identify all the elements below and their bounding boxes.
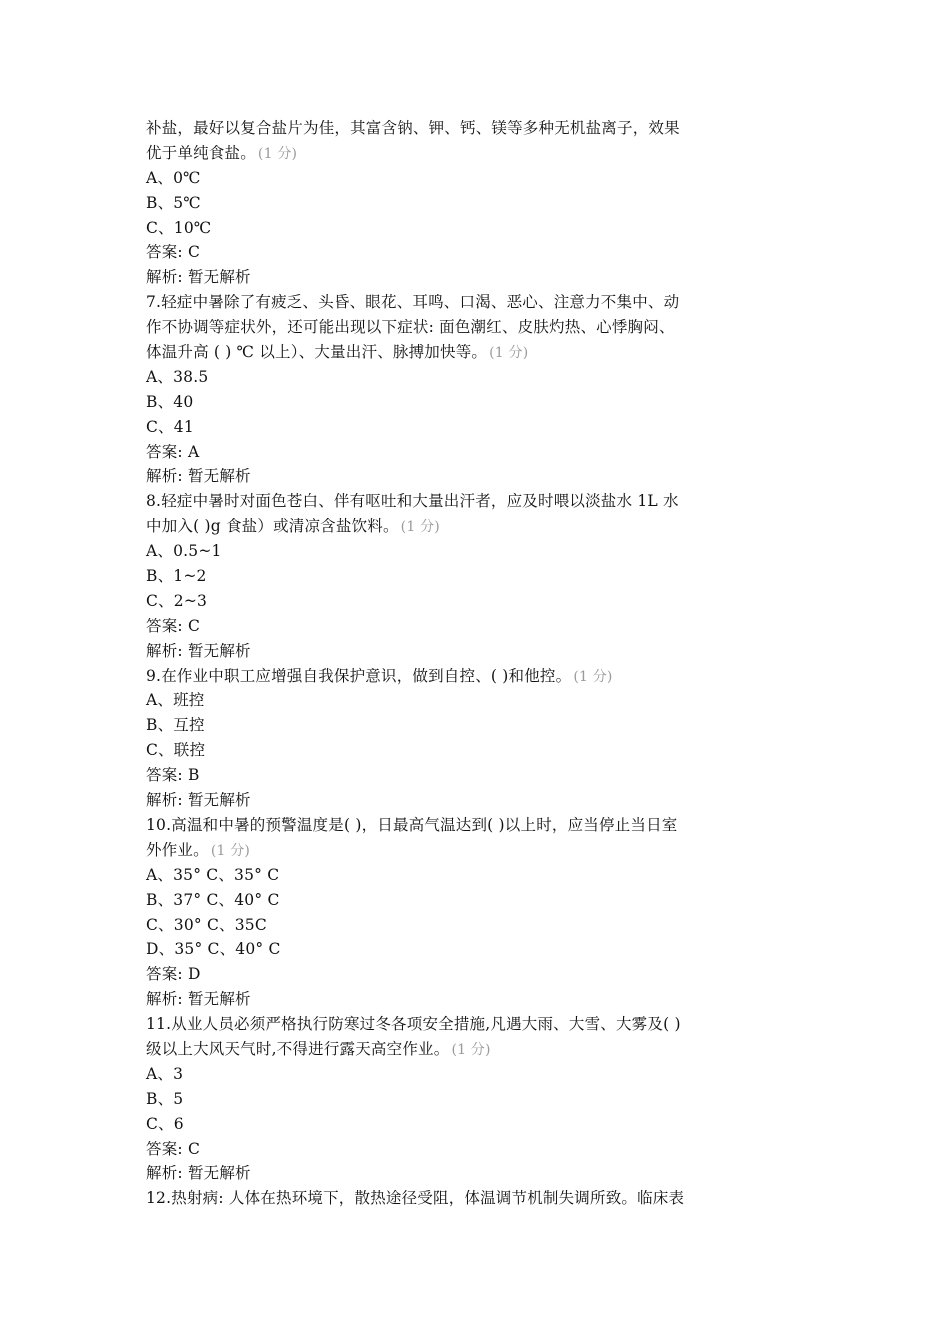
line-text: 答案: C xyxy=(146,243,201,262)
text-line xyxy=(146,166,810,191)
line-text: D、35° C、40° C xyxy=(146,940,281,959)
line-text: A、班控 xyxy=(146,691,205,710)
score-label: (1 分) xyxy=(210,842,251,859)
text-line xyxy=(146,813,810,838)
line-text: B、5 xyxy=(146,1089,184,1108)
text-line xyxy=(146,489,810,514)
line-text: C、10℃ xyxy=(146,218,212,237)
text-line xyxy=(146,788,810,813)
text-line xyxy=(146,1161,810,1186)
line-text: B、40 xyxy=(146,392,194,411)
text-line xyxy=(146,738,810,763)
line-text: 10.高温和中暑的预警温度是( )，日最高气温达到( )以上时，应当停止当日室 xyxy=(146,815,678,834)
text-line xyxy=(146,116,810,141)
text-line xyxy=(146,589,810,614)
text-line xyxy=(146,937,810,962)
text-line xyxy=(146,315,810,340)
line-text: 9.在作业中职工应增强自我保护意识，做到自控、( )和他控。 xyxy=(146,666,572,685)
text-line xyxy=(146,240,810,265)
line-text: A、0℃ xyxy=(146,168,201,187)
line-text: 8.轻症中暑时对面色苍白、伴有呕吐和大量出汗者，应及时喂以淡盐水 1L 水 xyxy=(146,492,679,511)
text-line xyxy=(146,614,810,639)
line-text: 答案: C xyxy=(146,1139,201,1158)
line-text: C、41 xyxy=(146,417,194,436)
line-text: A、35° C、35° C xyxy=(146,865,280,884)
line-text: 作不协调等症状外，还可能出现以下症状: 面色潮红、皮肤灼热、心悸胸闷、 xyxy=(146,318,675,337)
text-line xyxy=(146,1137,810,1162)
text-line xyxy=(146,1186,810,1211)
text-line xyxy=(146,987,810,1012)
line-text: B、37° C、40° C xyxy=(146,890,280,909)
line-text: 解析: 暂无解析 xyxy=(146,1164,251,1183)
line-text: 优于单纯食盐。 xyxy=(146,143,256,162)
text-line xyxy=(146,390,810,415)
text-line xyxy=(146,290,810,315)
text-line xyxy=(146,763,810,788)
line-text: 补盐，最好以复合盐片为佳，其富含钠、钾、钙、镁等多种无机盐离子，效果 xyxy=(146,119,680,137)
line-text: 答案: B xyxy=(146,766,200,785)
text-line xyxy=(146,863,810,888)
line-text: 答案: D xyxy=(146,965,201,984)
score-label: (1 分) xyxy=(573,668,613,685)
text-line xyxy=(146,913,810,938)
text-line xyxy=(146,564,810,589)
text-line xyxy=(146,1012,810,1037)
line-text: B、5℃ xyxy=(146,193,201,212)
text-line xyxy=(146,340,810,365)
line-text: A、38.5 xyxy=(146,367,209,386)
text-line xyxy=(146,713,810,738)
score-label: (1 分) xyxy=(489,345,529,362)
line-text: 12.热射病: 人体在热环境下，散热途径受阻，体温调节机制失调所致。临床表 xyxy=(146,1189,685,1208)
line-text: 7.轻症中暑除了有疲乏、头昏、眼花、耳鸣、口渴、恶心、注意力不集中、动 xyxy=(146,293,680,312)
line-text: 11.从业人员必须严格执行防寒过冬各项安全措施,凡遇大雨、大雪、大雾及( ) xyxy=(146,1015,681,1034)
text-line xyxy=(146,838,810,863)
text-line xyxy=(146,464,810,489)
text-line xyxy=(146,1062,810,1087)
line-text: 答案: A xyxy=(146,442,200,461)
line-text: B、互控 xyxy=(146,716,205,735)
line-text: B、1~2 xyxy=(146,567,207,586)
line-text: 解析: 暂无解析 xyxy=(146,791,251,810)
line-text: 解析: 暂无解析 xyxy=(146,990,251,1009)
line-text: C、联控 xyxy=(146,741,206,760)
line-text: 体温升高 ( ) ℃ 以上）、大量出汗、脉搏加快等。 xyxy=(146,343,488,362)
text-line xyxy=(146,365,810,390)
text-line xyxy=(146,265,810,290)
score-label: (1 分) xyxy=(400,519,440,536)
score-label: (1 分) xyxy=(451,1041,491,1058)
text-line xyxy=(146,415,810,440)
line-text: C、2~3 xyxy=(146,591,208,610)
line-text: A、3 xyxy=(146,1064,184,1083)
text-line xyxy=(146,141,810,166)
document-page xyxy=(146,116,810,1211)
line-text: C、6 xyxy=(146,1114,184,1133)
text-line xyxy=(146,440,810,465)
text-line xyxy=(146,688,810,713)
line-text: 级以上大风天气时,不得进行露天高空作业。 xyxy=(146,1039,450,1058)
line-text: 外作业。 xyxy=(146,840,209,859)
text-line xyxy=(146,514,810,539)
text-line xyxy=(146,216,810,241)
text-line xyxy=(146,191,810,216)
text-line xyxy=(146,962,810,987)
line-text: A、0.5~1 xyxy=(146,542,222,561)
line-text: 答案: C xyxy=(146,616,201,635)
score-label: (1 分) xyxy=(257,145,298,162)
text-line xyxy=(146,1112,810,1137)
text-line xyxy=(146,664,810,689)
line-text: 解析: 暂无解析 xyxy=(146,268,251,287)
text-line xyxy=(146,639,810,664)
text-line xyxy=(146,888,810,913)
line-text: 中加入( )g 食盐）或清凉含盐饮料。 xyxy=(146,517,399,536)
text-line xyxy=(146,539,810,564)
line-text: C、30° C、35C xyxy=(146,915,267,934)
text-line xyxy=(146,1087,810,1112)
text-line xyxy=(146,1037,810,1062)
line-text: 解析: 暂无解析 xyxy=(146,467,251,486)
line-text: 解析: 暂无解析 xyxy=(146,641,251,660)
